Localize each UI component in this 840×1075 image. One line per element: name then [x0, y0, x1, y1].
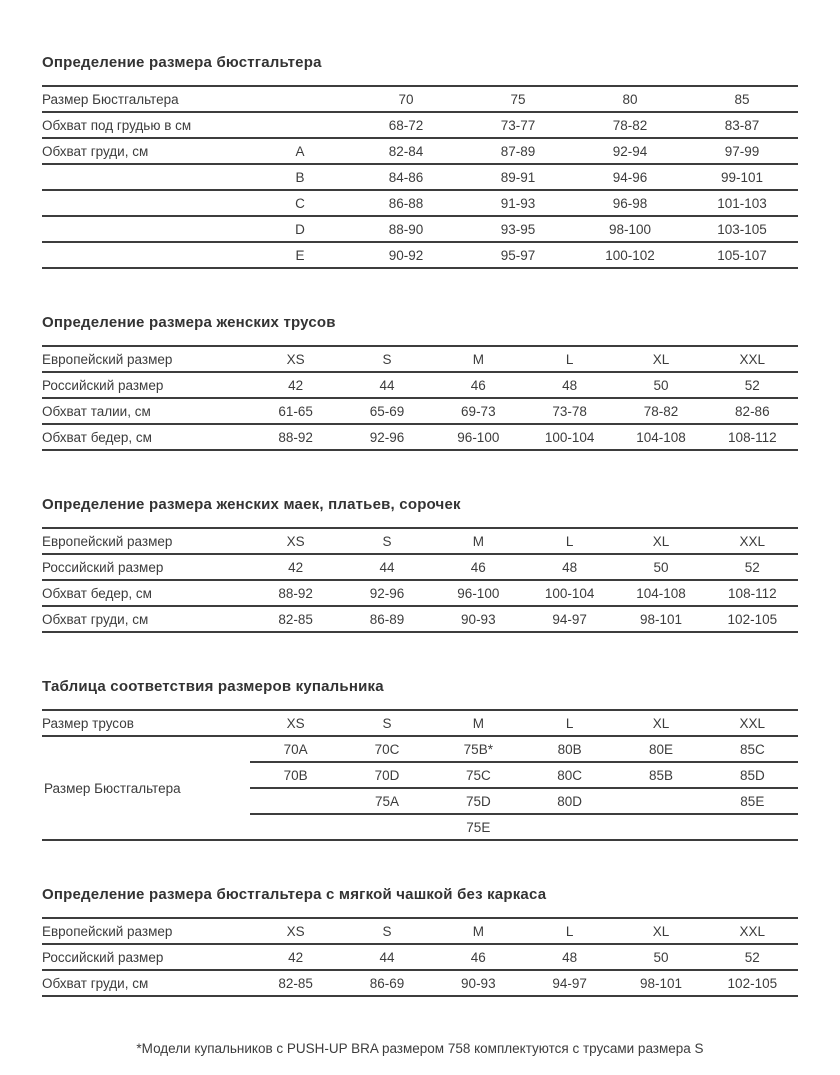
size-value-cell: XL — [615, 346, 706, 372]
table-row — [42, 970, 798, 996]
size-header-cell: S — [341, 710, 432, 736]
size-value-cell: 108-112 — [707, 580, 798, 606]
size-value-cell: 93-95 — [462, 216, 574, 242]
size-value-cell: M — [433, 528, 524, 554]
size-value-cell: 65-69 — [341, 398, 432, 424]
table-row — [42, 398, 798, 424]
bra-size-cell: 80E — [615, 736, 706, 762]
bra-size-cell — [524, 814, 615, 840]
bra-size-cell: 85B — [615, 762, 706, 788]
row-label: Обхват под грудью в см — [42, 112, 250, 138]
size-value-cell: 61-65 — [250, 398, 341, 424]
table-row — [42, 606, 798, 632]
size-value-cell: 78-82 — [574, 112, 686, 138]
size-value-cell: XS — [250, 918, 341, 944]
size-value-cell: 84-86 — [350, 164, 462, 190]
size-header-cell: XS — [250, 710, 341, 736]
title-bra-size: Определение размера бюстгальтера — [42, 54, 322, 71]
row-label: Обхват бедер, см — [42, 580, 250, 606]
size-value-cell: 95-97 — [500, 247, 536, 263]
size-value-cell: XL — [615, 528, 706, 554]
size-tables-container — [42, 53, 798, 997]
size-value-cell: 90-93 — [461, 611, 496, 627]
bra-size-cell: 80D — [524, 788, 615, 814]
table-row — [42, 138, 798, 164]
size-value-cell: 42 — [250, 554, 341, 580]
size-value-cell: 96-100 — [433, 580, 524, 606]
cup-letter-cell: E — [295, 247, 305, 263]
size-value-cell: 50 — [615, 554, 706, 580]
size-value-cell: 85 — [686, 86, 798, 112]
size-value-cell: 90-93 — [461, 975, 496, 991]
size-value-cell: 96-98 — [574, 190, 686, 216]
size-value-cell: 73-77 — [462, 112, 574, 138]
section-soft-cup-bra-size — [42, 885, 798, 997]
size-value-cell: 42 — [250, 944, 341, 970]
size-value-cell: 86-89 — [369, 611, 405, 627]
cup-letter-cell: D — [250, 216, 350, 242]
size-value-cell: 94-96 — [574, 164, 686, 190]
table-header-row — [42, 710, 798, 736]
bra-size-cell: 85E — [707, 788, 798, 814]
size-value-cell: 86-69 — [369, 975, 405, 991]
row-label — [42, 242, 250, 268]
size-value-cell: 88-92 — [250, 580, 341, 606]
table-row — [42, 216, 798, 242]
bra-size-cell — [615, 788, 706, 814]
row-label: Обхват груди, см — [42, 138, 250, 164]
size-value-cell: 48 — [524, 554, 615, 580]
table-row — [42, 346, 798, 372]
table-row — [42, 944, 798, 970]
row-label: Размер Бюстгальтера — [42, 86, 250, 112]
size-value-cell: 102-105 — [727, 611, 778, 627]
cup-letter-cell: A — [250, 138, 350, 164]
bra-size-cell: 70A — [250, 736, 341, 762]
section-bra-size — [42, 53, 798, 269]
size-value-cell: 92-96 — [341, 580, 432, 606]
table-row — [42, 580, 798, 606]
size-value-cell: 90-92 — [388, 247, 424, 263]
row-label: Европейский размер — [42, 346, 250, 372]
row-label: Размер трусов — [42, 710, 250, 736]
size-value-cell: 48 — [524, 944, 615, 970]
size-value-cell: 89-91 — [462, 164, 574, 190]
size-value-cell: 82-84 — [350, 138, 462, 164]
size-value-cell: 101-103 — [686, 190, 798, 216]
table-row — [42, 918, 798, 944]
bra-size-cell: 70C — [341, 736, 432, 762]
title-tops-dresses-shirts-size: Определение размера женских маек, платьев, сорочек — [42, 496, 461, 513]
bra-size-cell: 75E — [466, 819, 491, 835]
size-value-cell: M — [433, 346, 524, 372]
size-value-cell: 70 — [350, 86, 462, 112]
bra-size-cell: 85C — [707, 736, 798, 762]
size-value-cell: 100-104 — [524, 580, 615, 606]
row-label — [42, 164, 250, 190]
size-value-cell: 100-104 — [544, 429, 595, 445]
row-label: Европейский размер — [42, 528, 250, 554]
section-swimsuit-correspondence — [42, 677, 798, 841]
size-header-cell: L — [524, 710, 615, 736]
size-value-cell: 99-101 — [686, 164, 798, 190]
size-value-cell: 105-107 — [717, 247, 767, 263]
size-value-cell: 82-86 — [707, 398, 798, 424]
size-value-cell: 83-87 — [686, 112, 798, 138]
size-value-cell: 46 — [433, 372, 524, 398]
size-header-cell: XL — [615, 710, 706, 736]
size-value-cell: 104-108 — [615, 580, 706, 606]
bra-size-cell — [707, 814, 798, 840]
size-value-cell: 103-105 — [686, 216, 798, 242]
size-value-cell: 88-92 — [278, 429, 313, 445]
cup-letter-cell: B — [250, 164, 350, 190]
size-value-cell: 46 — [433, 554, 524, 580]
size-value-cell: 102-105 — [727, 975, 778, 991]
row-label — [42, 190, 250, 216]
bra-size-cell: 70B — [250, 762, 341, 788]
size-value-cell: 50 — [615, 372, 706, 398]
size-value-cell: 44 — [341, 944, 432, 970]
size-value-cell: S — [341, 918, 432, 944]
row-label: Российский размер — [42, 944, 250, 970]
title-swimsuit-correspondence: Таблица соответствия размеров купальника — [42, 678, 384, 695]
size-value-cell: 98-101 — [639, 611, 682, 627]
size-value-cell: XL — [615, 918, 706, 944]
bra-size-cell: 80B — [524, 736, 615, 762]
bra-size-cell: 75A — [341, 788, 432, 814]
row-label: Российский размер — [42, 372, 250, 398]
size-value-cell: 46 — [433, 944, 524, 970]
size-value-cell: 50 — [615, 944, 706, 970]
size-value-cell: 108-112 — [728, 429, 777, 445]
row-label: Обхват груди, см — [42, 611, 149, 627]
bra-size-cell — [250, 788, 341, 814]
table-row — [42, 424, 798, 450]
bra-size-cell: 75B* — [433, 736, 524, 762]
size-value-cell: XS — [250, 346, 341, 372]
size-value-cell: 73-78 — [524, 398, 615, 424]
row-label: Европейский размер — [42, 918, 250, 944]
size-value-cell: 75 — [462, 86, 574, 112]
size-value-cell: 98-100 — [574, 216, 686, 242]
size-value-cell: 80 — [574, 86, 686, 112]
row-label: Обхват талии, см — [42, 398, 250, 424]
section-tops-dresses-shirts-size — [42, 495, 798, 633]
bra-size-cell — [341, 814, 432, 840]
size-value-cell: 52 — [707, 372, 798, 398]
table-tops-dresses-shirts-size — [42, 527, 798, 633]
bra-size-cell: 80C — [524, 762, 615, 788]
bra-size-cell: 75D — [433, 788, 524, 814]
size-value-cell: 44 — [341, 372, 432, 398]
bra-size-cell: 70D — [341, 762, 432, 788]
size-value-cell: 92-96 — [369, 429, 405, 445]
size-value-cell: L — [524, 918, 615, 944]
size-value-cell: 87-89 — [462, 138, 574, 164]
size-value-cell: 96-100 — [457, 429, 500, 445]
size-header-cell: XXL — [707, 710, 798, 736]
size-value-cell: 98-101 — [639, 975, 682, 991]
cup-letter-cell: C — [250, 190, 350, 216]
bra-size-cell — [615, 814, 706, 840]
size-value-cell: 82-85 — [278, 975, 313, 991]
section-panties-size — [42, 313, 798, 451]
table-row — [42, 164, 798, 190]
size-value-cell: 91-93 — [462, 190, 574, 216]
size-value-cell: 88-90 — [350, 216, 462, 242]
size-value-cell: 78-82 — [615, 398, 706, 424]
footnote: *Модели купальников с PUSH-UP BRA размером 758 комплектуются с трусами размера S — [136, 1041, 704, 1056]
table-row — [42, 86, 798, 112]
title-soft-cup-bra-size: Определение размера бюстгальтера с мягкой чашкой без каркаса — [42, 886, 547, 903]
table-row — [42, 372, 798, 398]
table-row — [42, 528, 798, 554]
size-value-cell: 100-102 — [605, 247, 655, 263]
size-value-cell: S — [341, 528, 432, 554]
table-row — [42, 242, 798, 268]
size-value-cell: 94-97 — [552, 975, 587, 991]
size-value-cell: 42 — [250, 372, 341, 398]
table-bra-size — [42, 85, 798, 269]
bra-size-cell: 75C — [433, 762, 524, 788]
size-value-cell: S — [341, 346, 432, 372]
size-value-cell: 104-108 — [636, 429, 686, 445]
size-header-cell: M — [433, 710, 524, 736]
size-value-cell: 52 — [707, 554, 798, 580]
size-value-cell: 94-97 — [552, 611, 587, 627]
size-value-cell: XXL — [707, 528, 798, 554]
size-value-cell: 86-88 — [350, 190, 462, 216]
size-value-cell: XS — [250, 528, 341, 554]
table-panties-size — [42, 345, 798, 451]
size-value-cell: L — [524, 528, 615, 554]
size-value-cell: 92-94 — [574, 138, 686, 164]
size-value-cell: M — [433, 918, 524, 944]
table-soft-cup-bra-size — [42, 917, 798, 997]
size-value-cell: 82-85 — [278, 611, 313, 627]
table-row — [42, 554, 798, 580]
row-label: Обхват груди, см — [42, 975, 149, 991]
row-label: Российский размер — [42, 554, 250, 580]
cup-letter-cell — [250, 86, 350, 112]
table-row — [42, 190, 798, 216]
group-row-label: Размер Бюстгальтера — [44, 780, 181, 796]
size-value-cell: 52 — [707, 944, 798, 970]
size-value-cell: 69-73 — [433, 398, 524, 424]
row-label — [42, 216, 250, 242]
size-value-cell: 48 — [524, 372, 615, 398]
table-row — [42, 736, 798, 762]
row-label: Обхват бедер, см — [42, 429, 152, 445]
size-value-cell: XXL — [707, 918, 798, 944]
title-panties-size: Определение размера женских трусов — [42, 314, 336, 331]
size-value-cell: 97-99 — [686, 138, 798, 164]
size-value-cell: L — [524, 346, 615, 372]
size-value-cell: XXL — [707, 346, 798, 372]
size-value-cell: 44 — [341, 554, 432, 580]
bra-size-cell: 85D — [707, 762, 798, 788]
size-value-cell: 68-72 — [350, 112, 462, 138]
bra-size-cell — [250, 814, 341, 840]
table-swimsuit-correspondence — [42, 709, 798, 841]
table-row — [42, 112, 798, 138]
cup-letter-cell — [250, 112, 350, 138]
